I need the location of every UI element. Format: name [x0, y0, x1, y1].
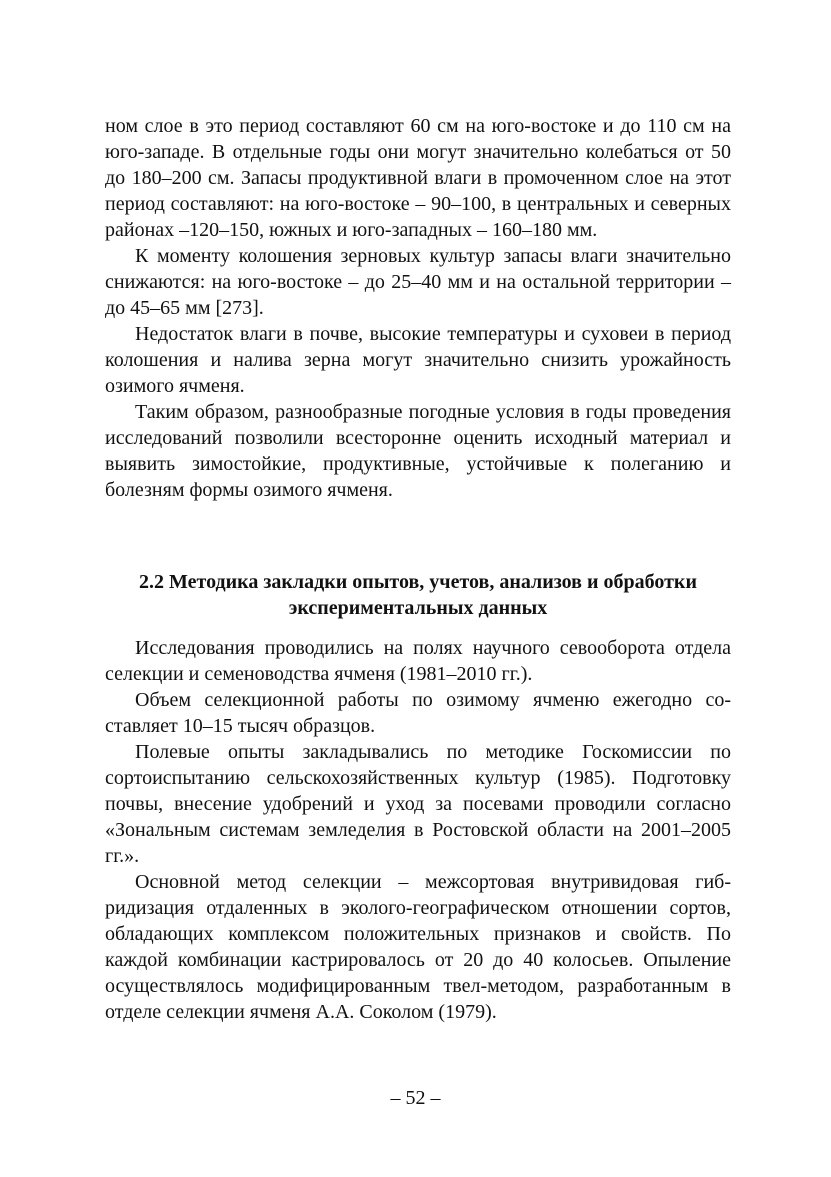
section-heading-line-2: экспериментальных данных — [288, 597, 548, 619]
section-heading-line-1: 2.2 Методика закладки опытов, учетов, анализов и обработки — [139, 571, 697, 593]
paragraph-field-trials: Полевые опыты закладывались по методике Госкомиссии по сортоиспытанию сельскохозяйственных культур (1985). Подготовку почвы, внесение удобрений и уход за посевами проводили согласно «Зональным системам земледелия в Ростовской области на 2001–2005 гг.». — [105, 741, 731, 867]
paragraph-breeding-method: Основной метод селекции – межсортовая внутривидовая гибридизация отдаленных в эколого-географическом отношении сортов, обладающих комплексом положительных признаков и свойств. По каждой комбинации кастрировалось от 20 до 40 колосьев. Опыление осуществлялось модифицированным твел-методом, разработанным в отделе селекции ячменя А.А. Соколом (1979). — [105, 871, 731, 1023]
page-number: – 52 – — [390, 1087, 441, 1109]
paragraph-breeding-volume: Объем селекционной работы по озимому ячменю ежегодно составляет 10–15 тысяч образцов. — [105, 689, 731, 737]
paragraph-moisture-heading-time: К моменту колошения зерновых культур запасы влаги значительно снижаются: на юго-востоке – до 25–40 мм и на остальной территории – до 45–65 мм [273]. — [105, 245, 731, 319]
section-heading — [105, 569, 731, 621]
paragraph-continuation: ном слое в это период составляют 60 см на юго-востоке и до 110 см на юго-западе. В отдельные годы они могут значительно колебаться от 50 до 180–200 см. Запасы продуктивной влаги в промоченном слое на этот период составляют: на юго-востоке – 90–100, в центральных и северных районах –120–150, южных и юго-западных – 160–180 мм. — [105, 115, 731, 241]
paragraph-research-site: Исследования проводились на полях научного севооборота отдела селекции и семеноводства ячменя (1981–2010 гг.). — [105, 637, 731, 685]
paragraph-conclusion: Таким образом, разнообразные погодные условия в годы проведения исследований позволили всесторонне оценить исходный материал и выявить зимостойкие, продуктивные, устойчивые к полеганию и болезням формы озимого ячменя. — [105, 401, 731, 501]
document-page — [105, 113, 731, 1025]
paragraph-moisture-deficit: Недостаток влаги в почве, высокие температуры и суховеи в период колошения и налива зерна могут значительно снизить урожайность озимого ячменя. — [105, 323, 731, 397]
